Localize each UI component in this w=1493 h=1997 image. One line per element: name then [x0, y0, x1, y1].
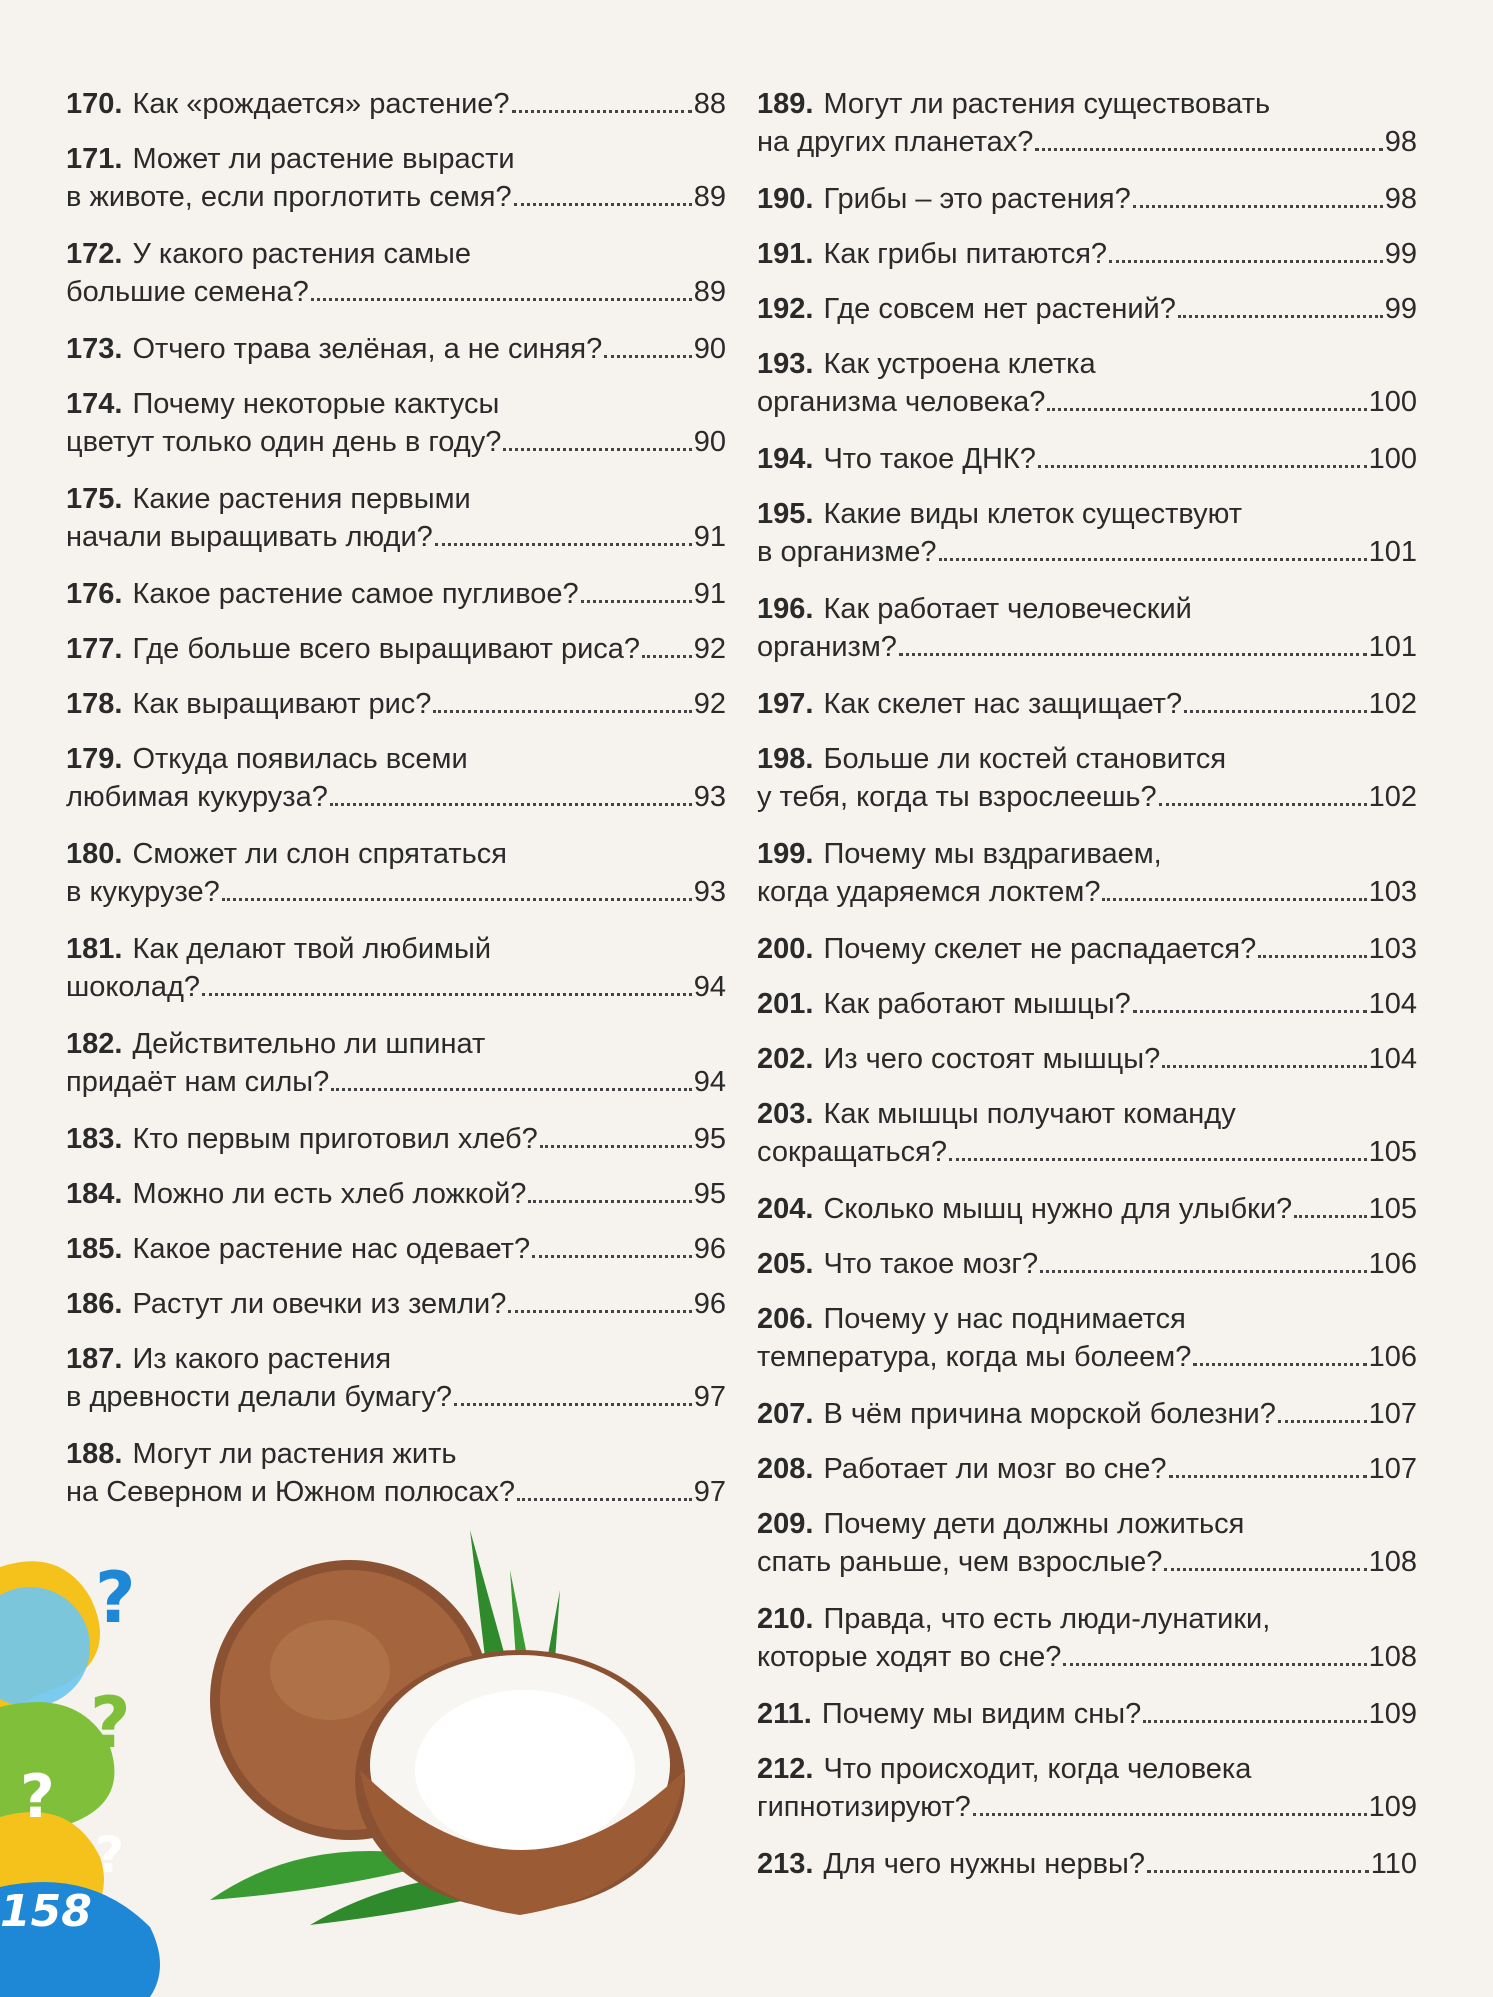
entry-title: Грибы – это растения? — [823, 183, 1131, 215]
toc-entry[interactable] — [757, 1245, 1417, 1300]
entry-title: Как скелет нас защищает? — [823, 688, 1183, 720]
entry-title-cont: сокращаться? — [757, 1136, 947, 1168]
entry-page: 97 — [693, 1476, 726, 1508]
toc-entry[interactable] — [66, 1025, 726, 1120]
toc-right-column — [757, 85, 1417, 1900]
entry-title-cont: в древности делали бумагу? — [66, 1381, 452, 1413]
entry-title-cont: большие семена? — [66, 276, 309, 308]
entry-title: Где больше всего выращивают риса? — [132, 633, 641, 665]
coconut-illustration — [190, 1530, 710, 1930]
entry-number: 191. — [757, 238, 814, 270]
entry-title: Как устроена клетка — [823, 348, 1096, 380]
entry-number: 181. — [66, 933, 123, 965]
leader-dots — [454, 1403, 692, 1406]
entry-title-cont: на Северном и Южном полюсах? — [66, 1476, 515, 1508]
page-number: 158 — [0, 1886, 92, 1937]
entry-title-cont: в кукурузе? — [66, 876, 220, 908]
entry-number: 172. — [66, 238, 123, 270]
toc-entry[interactable] — [66, 835, 726, 930]
entry-number: 188. — [66, 1438, 123, 1470]
entry-number: 199. — [757, 838, 814, 870]
svg-text:?: ? — [95, 1557, 136, 1639]
toc-entry[interactable] — [66, 1285, 726, 1340]
entry-title: Какое растение нас одевает? — [132, 1233, 531, 1265]
entry-page: 105 — [1368, 1136, 1417, 1168]
entry-number: 173. — [66, 333, 123, 365]
entry-title-cont: в животе, если проглотить семя? — [66, 181, 512, 213]
leader-dots — [508, 1310, 691, 1313]
leader-dots — [1035, 148, 1382, 151]
entry-page: 92 — [693, 688, 726, 720]
leader-dots — [1147, 1870, 1369, 1873]
entry-page: 102 — [1368, 688, 1417, 720]
leader-dots — [899, 653, 1367, 656]
toc-entry[interactable] — [66, 385, 726, 480]
entry-number: 171. — [66, 143, 123, 175]
entry-number: 207. — [757, 1398, 814, 1430]
toc-entry[interactable] — [66, 1435, 726, 1530]
entry-title: Почему мы вздрагиваем, — [823, 838, 1162, 870]
entry-title: Работает ли мозг во сне? — [823, 1453, 1167, 1485]
entry-page: 91 — [693, 578, 726, 610]
entry-page: 93 — [693, 876, 726, 908]
leader-dots — [532, 1255, 692, 1258]
entry-page: 107 — [1368, 1453, 1417, 1485]
leader-dots — [222, 898, 692, 901]
toc-entry[interactable] — [757, 1190, 1417, 1245]
entry-title-cont: придаёт нам силы? — [66, 1066, 330, 1098]
toc-entry[interactable] — [757, 685, 1417, 740]
entry-title-cont: в организме? — [757, 536, 937, 568]
entry-number: 201. — [757, 988, 814, 1020]
leader-dots — [331, 1088, 691, 1091]
entry-page: 96 — [693, 1288, 726, 1320]
entry-page: 95 — [693, 1178, 726, 1210]
entry-number: 202. — [757, 1043, 814, 1075]
entry-number: 177. — [66, 633, 123, 665]
entry-number: 212. — [757, 1753, 814, 1785]
entry-page: 92 — [693, 633, 726, 665]
entry-page: 91 — [693, 521, 726, 553]
leader-dots — [1164, 1568, 1366, 1571]
toc-entry[interactable] — [757, 590, 1417, 685]
entry-number: 210. — [757, 1603, 814, 1635]
entry-number: 193. — [757, 348, 814, 380]
entry-page: 99 — [1384, 293, 1417, 325]
toc-entry[interactable] — [66, 1175, 726, 1230]
entry-page: 108 — [1368, 1546, 1417, 1578]
entry-title: Почему дети должны ложиться — [823, 1508, 1245, 1540]
leader-dots — [949, 1158, 1367, 1161]
leader-dots — [1178, 315, 1383, 318]
leader-dots — [1109, 260, 1383, 263]
entry-number: 170. — [66, 88, 123, 120]
entry-title-cont: любимая кукуруза? — [66, 781, 328, 813]
entry-page: 89 — [693, 276, 726, 308]
entry-page: 90 — [693, 426, 726, 458]
entry-page: 93 — [693, 781, 726, 813]
entry-page: 110 — [1370, 1848, 1417, 1880]
entry-page: 88 — [693, 88, 726, 120]
toc-entry[interactable] — [66, 740, 726, 835]
entry-page: 106 — [1368, 1341, 1417, 1373]
entry-number: 200. — [757, 933, 814, 965]
entry-title-cont: когда ударяемся локтем? — [757, 876, 1101, 908]
toc-entry[interactable] — [757, 1040, 1417, 1095]
toc-entry[interactable] — [66, 930, 726, 1025]
entry-title: Может ли растение вырасти — [132, 143, 515, 175]
entry-title: Как грибы питаются? — [823, 238, 1108, 270]
entry-number: 187. — [66, 1343, 123, 1375]
entry-number: 203. — [757, 1098, 814, 1130]
entry-title: Что такое мозг? — [823, 1248, 1039, 1280]
toc-entry[interactable] — [757, 1845, 1417, 1900]
entry-page: 104 — [1368, 1043, 1417, 1075]
toc-entry[interactable] — [757, 1395, 1417, 1450]
leader-dots — [973, 1813, 1367, 1816]
entry-title: Почему у нас поднимается — [823, 1303, 1186, 1335]
entry-title: Какие виды клеток существуют — [823, 498, 1243, 530]
toc-entry[interactable] — [66, 480, 726, 575]
toc-entry[interactable] — [757, 235, 1417, 290]
entry-page: 104 — [1368, 988, 1417, 1020]
leader-dots — [503, 448, 691, 451]
entry-number: 184. — [66, 1178, 123, 1210]
toc-entry[interactable] — [757, 440, 1417, 495]
leader-dots — [517, 1498, 692, 1501]
entry-page: 96 — [693, 1233, 726, 1265]
entry-number: 211. — [757, 1698, 812, 1730]
entry-title-cont: гипнотизируют? — [757, 1791, 971, 1823]
entry-number: 195. — [757, 498, 814, 530]
toc-entry[interactable] — [66, 685, 726, 740]
entry-number: 179. — [66, 743, 123, 775]
toc-entry[interactable] — [757, 1695, 1417, 1750]
entry-page: 95 — [693, 1123, 726, 1155]
entry-title: Как мышцы получают команду — [823, 1098, 1236, 1130]
toc-entry[interactable] — [757, 290, 1417, 345]
leader-dots — [1294, 1215, 1366, 1218]
entry-page: 100 — [1368, 386, 1417, 418]
entry-number: 205. — [757, 1248, 814, 1280]
entry-title: У какого растения самые — [132, 238, 472, 270]
entry-title-cont: температура, когда мы болеем? — [757, 1341, 1192, 1373]
entry-page: 106 — [1368, 1248, 1417, 1280]
entry-number: 183. — [66, 1123, 123, 1155]
leader-dots — [202, 993, 692, 996]
entry-page: 97 — [693, 1381, 726, 1413]
entry-title: Откуда появилась всеми — [132, 743, 468, 775]
entry-title: Могут ли растения существовать — [823, 88, 1271, 120]
entry-number: 192. — [757, 293, 814, 325]
entry-page: 105 — [1368, 1193, 1417, 1225]
leader-dots — [1258, 955, 1366, 958]
entry-number: 198. — [757, 743, 814, 775]
toc-entry[interactable] — [757, 740, 1417, 835]
entry-page: 103 — [1368, 876, 1417, 908]
svg-text:?: ? — [95, 1826, 125, 1884]
toc-entry[interactable] — [757, 495, 1417, 590]
toc-entry[interactable] — [757, 1300, 1417, 1395]
entry-page: 98 — [1384, 126, 1417, 158]
entry-title: Действительно ли шпинат — [132, 1028, 486, 1060]
toc-entry[interactable] — [757, 180, 1417, 235]
toc-entry[interactable] — [757, 985, 1417, 1040]
entry-number: 186. — [66, 1288, 123, 1320]
entry-page: 94 — [693, 1066, 726, 1098]
toc-entry[interactable] — [757, 345, 1417, 440]
toc-entry[interactable] — [757, 1450, 1417, 1505]
entry-title: Сможет ли слон спрятаться — [132, 838, 507, 870]
entry-page: 94 — [693, 971, 726, 1003]
entry-page: 89 — [693, 181, 726, 213]
svg-text:?: ? — [90, 1682, 131, 1764]
leader-dots — [1133, 205, 1383, 208]
entry-page: 90 — [693, 333, 726, 365]
entry-title: Правда, что есть люди-лунатики, — [823, 1603, 1271, 1635]
entry-title: Почему некоторые кактусы — [132, 388, 500, 420]
entry-number: 190. — [757, 183, 814, 215]
toc-entry[interactable] — [66, 1230, 726, 1285]
entry-page: 98 — [1384, 183, 1417, 215]
entry-number: 208. — [757, 1453, 814, 1485]
entry-title: Кто первым приготовил хлеб? — [132, 1123, 538, 1155]
entry-title: Какие растения первыми — [132, 483, 471, 515]
toc-entry[interactable] — [66, 85, 726, 140]
leader-dots — [528, 1200, 691, 1203]
entry-number: 176. — [66, 578, 123, 610]
entry-title: Как работает человеческий — [823, 593, 1192, 625]
leader-dots — [1133, 1010, 1367, 1013]
toc-entry[interactable] — [757, 1505, 1417, 1600]
entry-number: 213. — [757, 1848, 814, 1880]
leader-dots — [1038, 465, 1367, 468]
leader-dots — [330, 803, 692, 806]
leader-dots — [1278, 1420, 1367, 1423]
entry-number: 194. — [757, 443, 814, 475]
toc-entry[interactable] — [757, 1750, 1417, 1845]
entry-title: Как «рождается» растение? — [132, 88, 510, 120]
entry-title: В чём причина морской болезни? — [823, 1398, 1276, 1430]
entry-title: Как выращивают рис? — [132, 688, 432, 720]
leader-dots — [514, 203, 692, 206]
leader-dots — [435, 543, 692, 546]
entry-page: 103 — [1368, 933, 1417, 965]
toc-entry[interactable] — [757, 1600, 1417, 1695]
entry-page: 108 — [1368, 1641, 1417, 1673]
leader-dots — [1184, 710, 1367, 713]
entry-title-cont: организма человека? — [757, 386, 1046, 418]
entry-title: Больше ли костей становится — [823, 743, 1227, 775]
entry-page: 102 — [1368, 781, 1417, 813]
entry-title: Почему скелет не распадается? — [823, 933, 1257, 965]
entry-title-cont: шоколад? — [66, 971, 200, 1003]
entry-number: 197. — [757, 688, 814, 720]
entry-number: 209. — [757, 1508, 814, 1540]
svg-text:?: ? — [20, 1762, 55, 1832]
entry-number: 206. — [757, 1303, 814, 1335]
toc-entry[interactable] — [66, 235, 726, 330]
entry-title: Что происходит, когда человека — [823, 1753, 1252, 1785]
entry-page: 101 — [1368, 536, 1417, 568]
entry-title: Из какого растения — [132, 1343, 392, 1375]
entry-number: 204. — [757, 1193, 814, 1225]
entry-title: Для чего нужны нервы? — [823, 1848, 1145, 1880]
entry-number: 180. — [66, 838, 123, 870]
leader-dots — [1047, 408, 1366, 411]
entry-title: Как делают твой любимый — [132, 933, 492, 965]
entry-title: Отчего трава зелёная, а не синяя? — [132, 333, 603, 365]
toc-entry[interactable] — [66, 1120, 726, 1175]
entry-number: 178. — [66, 688, 123, 720]
leader-dots — [581, 600, 692, 603]
entry-number: 182. — [66, 1028, 123, 1060]
entry-page: 107 — [1368, 1398, 1417, 1430]
leader-dots — [1063, 1663, 1366, 1666]
entry-page: 109 — [1368, 1791, 1417, 1823]
leader-dots — [1159, 803, 1367, 806]
toc-entry[interactable] — [66, 575, 726, 630]
entry-number: 189. — [757, 88, 814, 120]
leader-dots — [1162, 1065, 1366, 1068]
leader-dots — [540, 1145, 692, 1148]
entry-title-cont: на других планетах? — [757, 126, 1034, 158]
entry-page: 99 — [1384, 238, 1417, 270]
entry-title: Из чего состоят мышцы? — [823, 1043, 1161, 1075]
entry-number: 185. — [66, 1233, 123, 1265]
entry-number: 174. — [66, 388, 123, 420]
leader-dots — [1102, 898, 1366, 901]
entry-title: Могут ли растения жить — [132, 1438, 457, 1470]
entry-page: 100 — [1368, 443, 1417, 475]
toc-entry[interactable] — [757, 85, 1417, 180]
entry-title: Можно ли есть хлеб ложкой? — [132, 1178, 527, 1210]
toc-entry[interactable] — [66, 630, 726, 685]
entry-title: Какое растение самое пугливое? — [132, 578, 579, 610]
leader-dots — [604, 355, 691, 358]
entry-title: Почему мы видим сны? — [821, 1698, 1142, 1730]
entry-title-cont: цветут только один день в году? — [66, 426, 502, 458]
entry-title-cont: начали выращивать люди? — [66, 521, 433, 553]
leader-dots — [1040, 1270, 1367, 1273]
leader-dots — [939, 558, 1367, 561]
entry-title: Растут ли овечки из земли? — [132, 1288, 507, 1320]
entry-title: Что такое ДНК? — [823, 443, 1036, 475]
leader-dots — [1143, 1720, 1366, 1723]
toc-entry[interactable] — [66, 140, 726, 235]
entry-title: Сколько мышц нужно для улыбки? — [823, 1193, 1293, 1225]
leader-dots — [1193, 1363, 1366, 1366]
leader-dots — [311, 298, 692, 301]
toc-entry[interactable] — [66, 330, 726, 385]
toc-left-column — [66, 85, 726, 1530]
leader-dots — [512, 110, 692, 113]
toc-entry[interactable] — [757, 835, 1417, 930]
entry-number: 175. — [66, 483, 123, 515]
toc-entry[interactable] — [66, 1340, 726, 1435]
leader-dots — [1169, 1475, 1367, 1478]
entry-page: 101 — [1368, 631, 1417, 663]
toc-entry[interactable] — [757, 930, 1417, 985]
toc-entry[interactable] — [757, 1095, 1417, 1190]
entry-title-cont: у тебя, когда ты взрослеешь? — [757, 781, 1157, 813]
leader-dots — [433, 710, 691, 713]
leader-dots — [642, 655, 692, 658]
entry-title: Где совсем нет растений? — [823, 293, 1176, 325]
entry-number: 196. — [757, 593, 814, 625]
entry-title: Как работают мышцы? — [823, 988, 1131, 1020]
entry-title-cont: организм? — [757, 631, 897, 663]
entry-title-cont: которые ходят во сне? — [757, 1641, 1062, 1673]
entry-title-cont: спать раньше, чем взрослые? — [757, 1546, 1163, 1578]
entry-page: 109 — [1368, 1698, 1417, 1730]
